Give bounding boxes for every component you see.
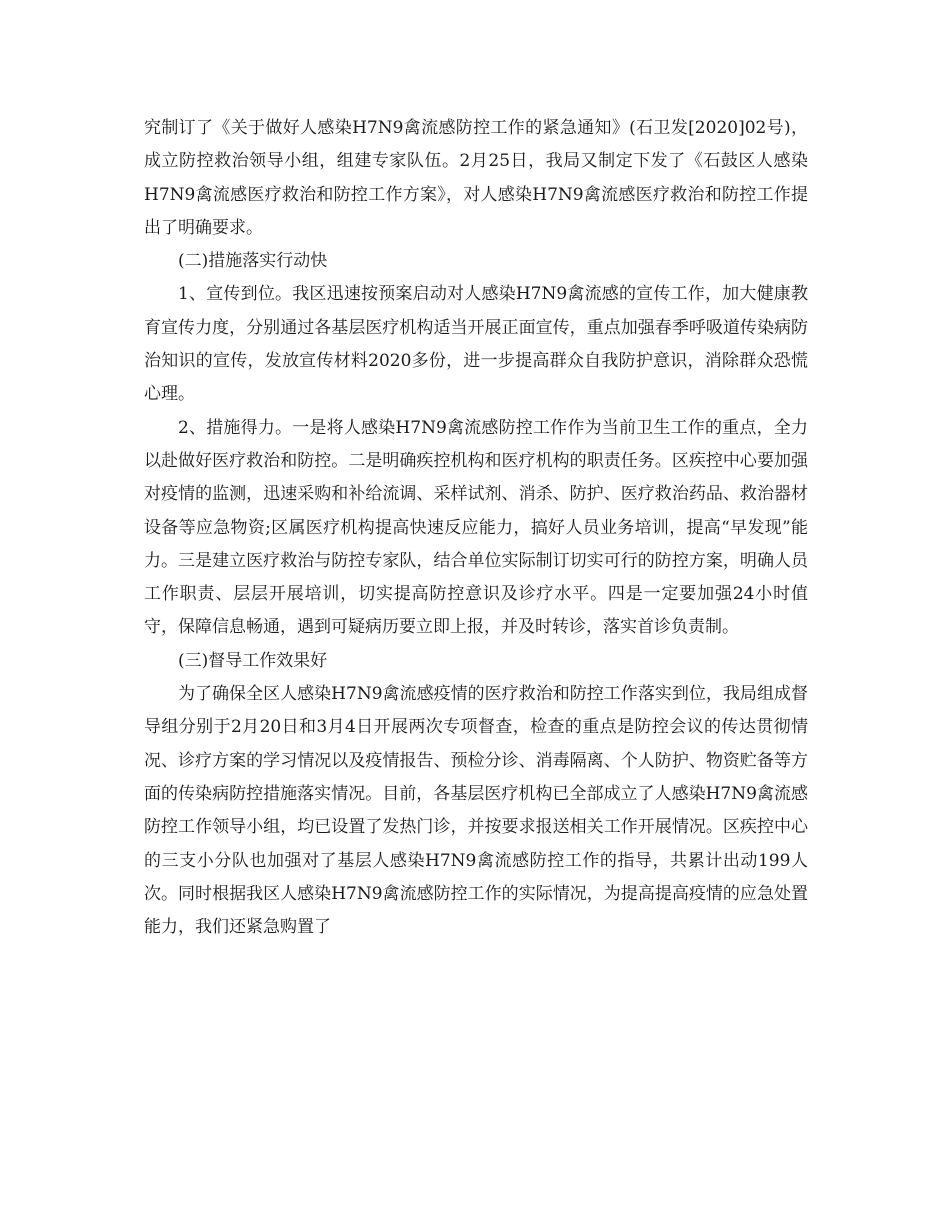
paragraph-continuation: 究制订了《关于做好人感染H7N9禽流感防控工作的紧急通知》(石卫发[2020]02号)，成立防控救治领导小组，组建专家队伍。2月25日，我局又制定下发了《石鼓区人感染H7N9禽流感医疗救治和防控工作方案》，对人感染H7N9禽流感医疗救治和防控工作提出了明确要求。 xyxy=(144,118,808,238)
section-heading-supervision: (三)督导工作效果好 xyxy=(178,650,328,671)
paragraph-supervision: 为了确保全区人感染H7N9禽流感疫情的医疗救治和防控工作落实到位，我局组成督导组分别于2月20日和3月4日开展两次专项督查，检查的重点是防控会议的传达贯彻情况、诊疗方案的学习情况以及疫情报告、预检分诊、消毒隔离、个人防护、物资贮备等方面的传染病防控措施落实情况。目前，各基层医疗机构已全部成立了人感染H7N9禽流感防控工作领导小组，均已设置了发热门诊，并按要求报送相关工作开展情况。区疾控中心的三支小分队也加强对了基层人感染H7N9禽流感防控工作的指导，共累计出动199人次。同时根据我区人感染H7N9禽流感防控工作的实际情况，为提高提高疫情的应急处置能力，我们还紧急购置了 xyxy=(144,684,808,938)
paragraph-publicity: 1、宣传到位。我区迅速按预案启动对人感染H7N9禽流感的宣传工作，加大健康教育宣传力度，分别通过各基层医疗机构适当开展正面宣传，重点加强春季呼吸道传染病防治知识的宣传，发放宣传材料2020多份，进一步提高群众自我防护意识，消除群众恐慌心理。 xyxy=(144,284,808,405)
document-body xyxy=(144,112,808,944)
paragraph-measures: 2、措施得力。一是将人感染H7N9禽流感防控工作作为当前卫生工作的重点，全力以赴做好医疗救治和防控。二是明确疾控机构和医疗机构的职责任务。区疾控中心要加强对疫情的监测，迅速采购和补给流调、采样试剂、消杀、防护、医疗救治药品、救治器材设备等应急物资;区属医疗机构提高快速反应能力，搞好人员业务培训，提高“早发现”能力。三是建立医疗救治与防控专家队，结合单位实际制订切实可行的防控方案，明确人员工作职责、层层开展培训，切实提高防控意识及诊疗水平。四是一定要加强24小时值守，保障信息畅通，遇到可疑病历要立即上报，并及时转诊，落实首诊负责制。 xyxy=(144,417,808,638)
section-heading-measures: (二)措施落实行动快 xyxy=(178,251,328,272)
